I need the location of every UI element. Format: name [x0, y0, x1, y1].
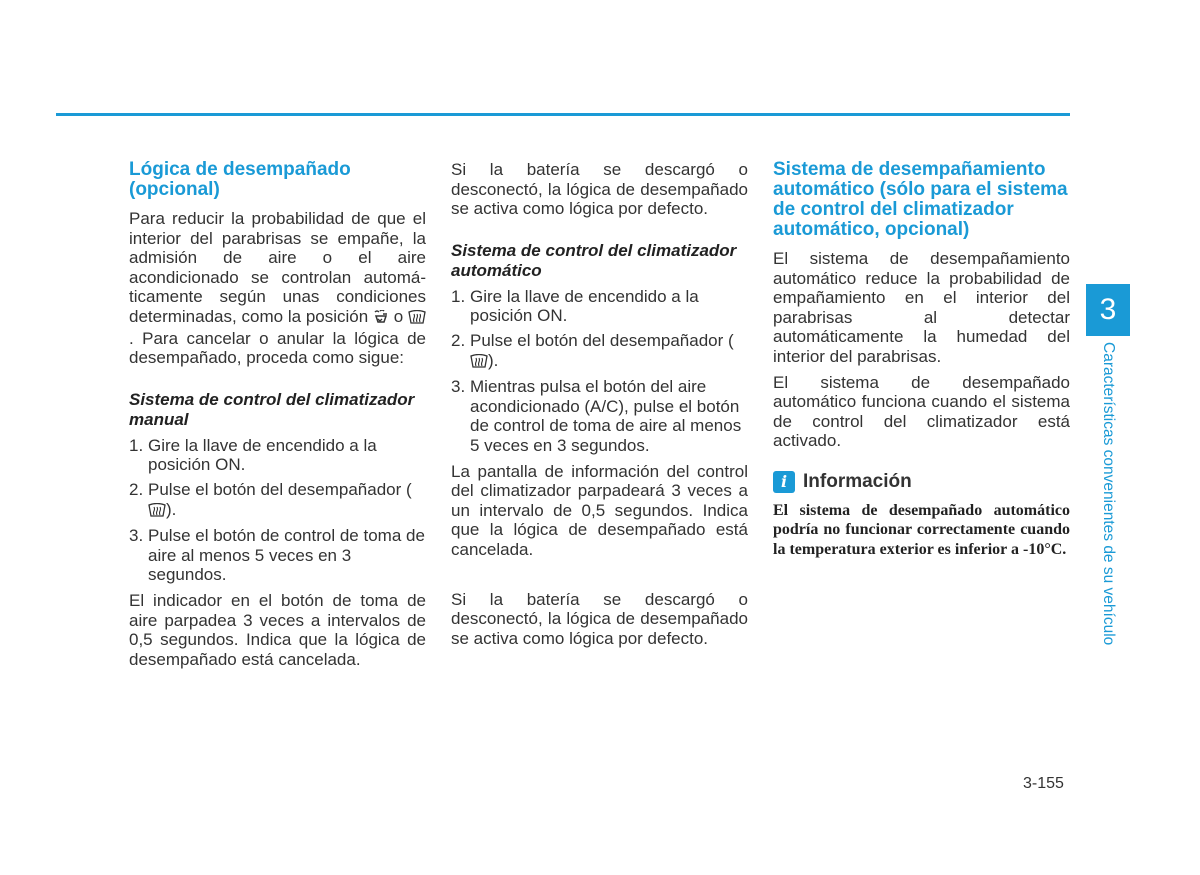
info-title: Información: [803, 471, 912, 493]
auto-defog-paragraph: El sistema de desempañamiento automático reduce la probabilidad de empañamiento en el interior del parabrisas al detectar automáticamente la humedad del interior del parabrisas.: [773, 249, 1070, 366]
manual-steps-list: [129, 436, 426, 585]
section-heading-defog-logic: Lógica de desempañado (opcional): [129, 159, 351, 200]
intro-paragraph: Para reducir la probabilidad de que el interior del parabrisas se empañe, la admisión de aire o el aire acondicionado se controlan automáticamente según unas condiciones determinadas, como la posición o . Para cancelar o anular la lógica de desempañado, proceda como sigue:: [129, 209, 426, 368]
floor-defrost-icon: [373, 309, 389, 329]
subheading-automatic-climate: Sistema de control del climatizador automático: [451, 240, 737, 280]
spacer: [451, 566, 748, 590]
list-item: 2. Pulse el botón del desempañador ().: [129, 480, 426, 521]
list-item: 3. Mientras pulsa el botón del aire acondicionado (A/C), pulse el botón de control de toma de aire al menos 5 veces en 3 segundos.: [451, 377, 742, 455]
automatic-steps-list: [451, 287, 748, 456]
info-header: [773, 471, 1070, 493]
auto-defog-paragraph: El sistema de desempañado automático funciona cuando el sistema de control del climatizador está activado.: [773, 372, 1070, 451]
header-rule: [56, 113, 1070, 116]
column-2: [451, 160, 748, 654]
column-1: [129, 160, 426, 675]
section-heading-auto-defog: Sistema de desempañamiento automático (sólo para el sistema de control del climatizador automático, opcional): [773, 159, 1068, 240]
windshield-defrost-icon: [148, 502, 166, 522]
windshield-defrost-icon: [470, 353, 488, 373]
subheading-manual-climate: Sistema de control del climatizador manual: [129, 389, 415, 429]
chapter-tab: 3: [1086, 284, 1130, 336]
list-item: 1. Gire la llave de encendido a la posición ON.: [451, 286, 699, 326]
battery-note: Si la batería se descargó o desconectó, la lógica de desempañado se activa como lógica por defecto.: [451, 589, 748, 648]
windshield-defrost-icon: [408, 309, 426, 329]
display-note: La pantalla de información del control del climatizador parpadeará 3 veces a un intervalo de 0,5 segundos. Indica que la lógica de desempañado está cancelada.: [451, 461, 748, 559]
info-text: El sistema de desempañado automático podría no funcionar correctamente cuando la temperatura exterior es inferior a -10°C.: [773, 501, 1070, 558]
battery-note: Si la batería se descargó o desconectó, la lógica de desempañado se activa como lógica por defecto.: [451, 160, 748, 219]
info-icon: i: [773, 471, 795, 493]
list-item: 2. Pulse el botón del desempañador ().: [451, 331, 748, 372]
column-3: [773, 160, 1070, 559]
list-item: 3. Pulse el botón de control de toma de aire al menos 5 veces en 3 segundos.: [129, 526, 425, 585]
chapter-title-vertical: Características convenientes de su vehículo: [1100, 342, 1117, 646]
page-number: 3-155: [1023, 775, 1064, 792]
list-item: 1. Gire la llave de encendido a la posición ON.: [129, 435, 377, 475]
closing-paragraph: El indicador en el botón de toma de aire parpadea 3 veces a intervalos de 0,5 segundos. Indica que la lógica de desempañado está cancelada.: [129, 590, 426, 669]
